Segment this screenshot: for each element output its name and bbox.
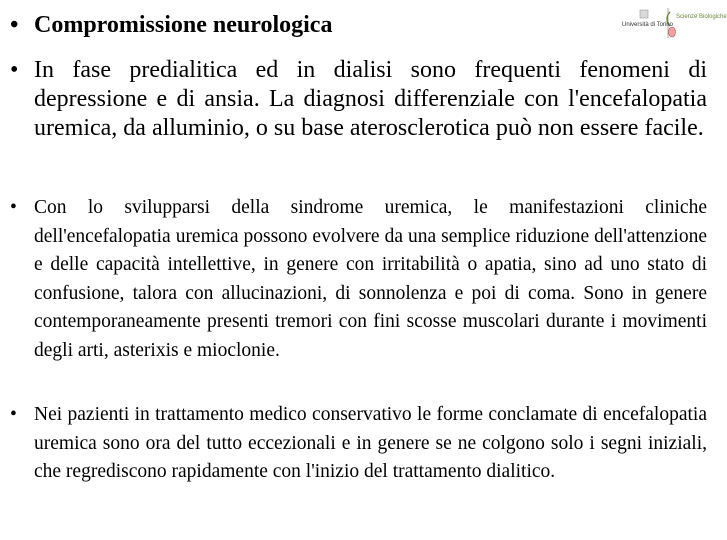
bullet-item xyxy=(10,56,707,143)
bullet-item xyxy=(10,11,707,40)
bullet-icon: • xyxy=(10,197,17,218)
logo-university-label: Università di Torino xyxy=(622,22,673,28)
bullet-item xyxy=(10,401,707,487)
logo-faculty-label: Scienze Biologiche xyxy=(676,14,727,20)
bullet-icon: • xyxy=(10,57,19,83)
bullet-text: In fase predialitica ed in dialisi sono frequenti fenomeni di depressione e di ansia. La diagnosi differenziale con l'encefalopatia uremica, da alluminio, o su base aterosclerotica può non essere facile. xyxy=(34,57,707,141)
bullet-icon: • xyxy=(10,404,17,425)
bullet-text: Compromissione neurologica xyxy=(34,12,333,38)
bullet-item xyxy=(10,194,707,366)
bullet-icon: • xyxy=(10,12,19,38)
bullet-text: Con lo svilupparsi della sindrome uremica, le manifestazioni cliniche dell'encefalopatia uremica possono evolvere da una semplice riduzione dell'attenzione e delle capacità intellettive, in genere con irritabilità o apatia, sino ad uno stato di confusione, talora con allucinazioni, di sonnolenza e poi di coma. Sono in genere contemporaneamente presenti tremori con fini scosse muscolari durante i movimenti degli arti, asterixis e mioclonie. xyxy=(34,197,707,361)
bullet-text: Nei pazienti in trattamento medico conservativo le forme conclamate di encefalopatia uremica sono ora del tutto eccezionali e in genere se ne colgono solo i segni iniziali, che regrediscono rapidamente con l'inizio del trattamento dialitico. xyxy=(34,404,707,483)
